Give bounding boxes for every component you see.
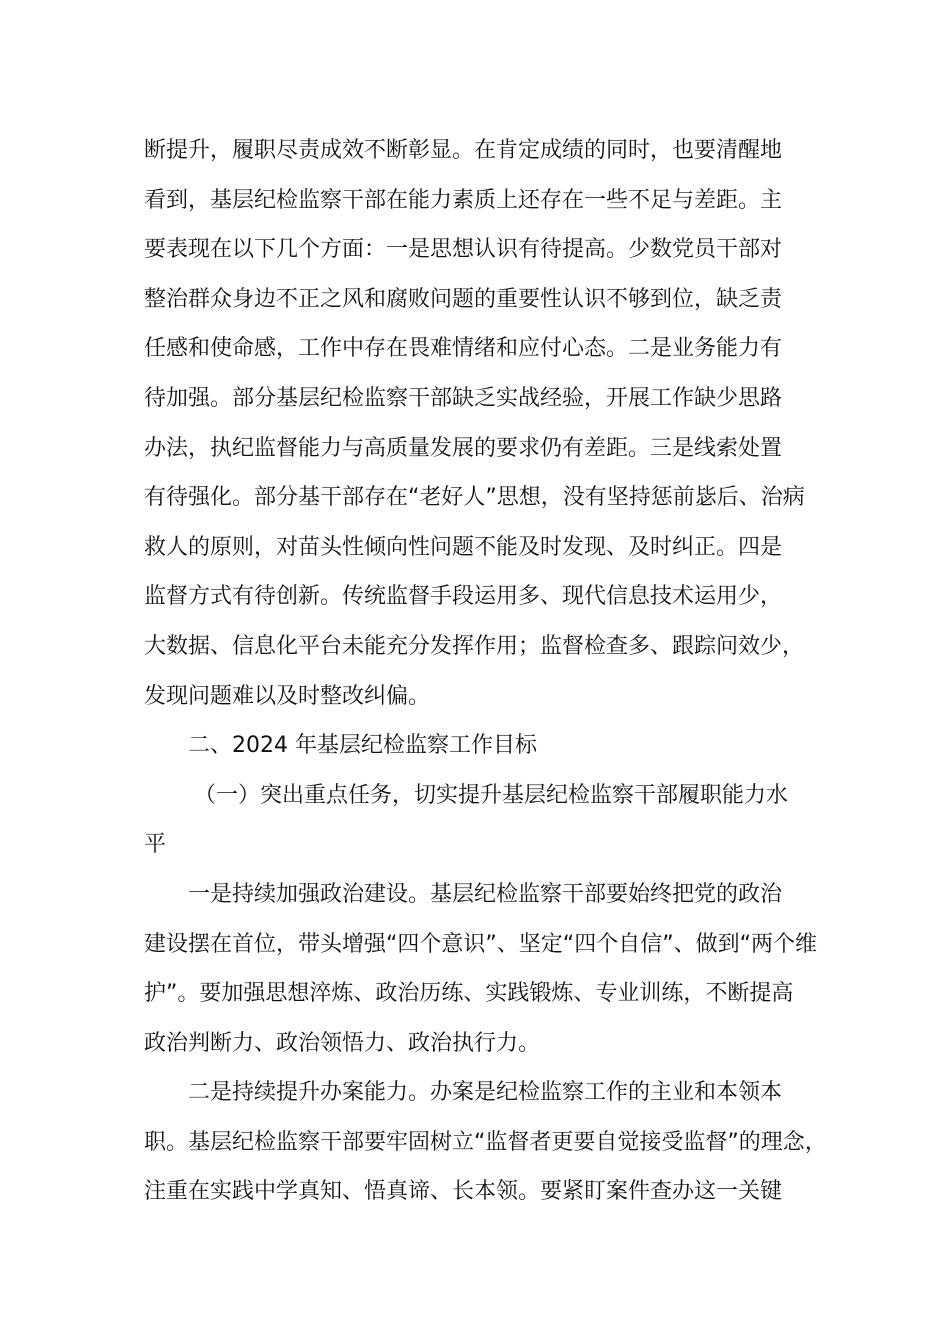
text-line: 任感和使命感，工作中存在畏难情绪和应付心态。二是业务能力有	[144, 336, 783, 362]
paragraph-start: 一是持续加强政治建设。基层纪检监察干部要始终把党的政治	[188, 881, 783, 907]
text-line: 要表现在以下几个方面：一是思想认识有待提高。少数党员干部对	[144, 237, 783, 263]
text-line: 平	[144, 832, 167, 858]
paragraph-start: 二是持续提升办案能力。办案是纪检监察工作的主业和本领本	[188, 1080, 783, 1106]
text-line: 护”。要加强思想淬炼、政治历练、实践锻炼、专业训练，不断提高	[144, 981, 794, 1007]
text-line: 政治判断力、政治领悟力、政治执行力。	[144, 1030, 541, 1056]
text-line: 救人的原则，对苗头性倾向性问题不能及时发现、及时纠正。四是	[144, 534, 783, 560]
text-line: 断提升，履职尽责成效不断彰显。在肯定成绩的同时，也要清醒地	[144, 138, 783, 163]
text-line: 待加强。部分基层纪检监察干部缺乏实战经验，开展工作缺少思路	[144, 385, 783, 411]
text-line: 注重在实践中学真知、悟真谛、长本领。要紧盯案件查办这一关键	[144, 1179, 783, 1205]
section-heading: 二、2024 年基层纪检监察工作目标	[188, 733, 537, 759]
text-line: 大数据、信息化平台未能充分发挥作用；监督检查多、跟踪问效少，	[144, 633, 805, 659]
text-line: 发现问题难以及时整改纠偏。	[144, 683, 431, 709]
text-line: 监督方式有待创新。传统监督手段运用多、现代信息技术运用少，	[144, 584, 783, 610]
text-line: 办法，执纪监督能力与高质量发展的要求仍有差距。三是线索处置	[144, 435, 783, 461]
document-body	[144, 126, 844, 1217]
text-line: 看到，基层纪检监察干部在能力素质上还存在一些不足与差距。主	[144, 187, 783, 213]
text-line: 建设摆在首位，带头增强“四个意识”、坚定“四个自信”、做到“两个维	[144, 931, 817, 957]
text-line: 有待强化。部分基干部存在“老好人”思想，没有坚持惩前毖后、治病	[144, 485, 805, 511]
text-line: 整治群众身边不正之风和腐败问题的重要性认识不够到位，缺乏责	[144, 286, 783, 312]
text-line: 职。基层纪检监察干部要牢固树立“监督者更要自觉接受监督”的理念，	[144, 1129, 827, 1155]
subsection-heading: （一）突出重点任务，切实提升基层纪检监察干部履职能力水	[194, 782, 789, 808]
